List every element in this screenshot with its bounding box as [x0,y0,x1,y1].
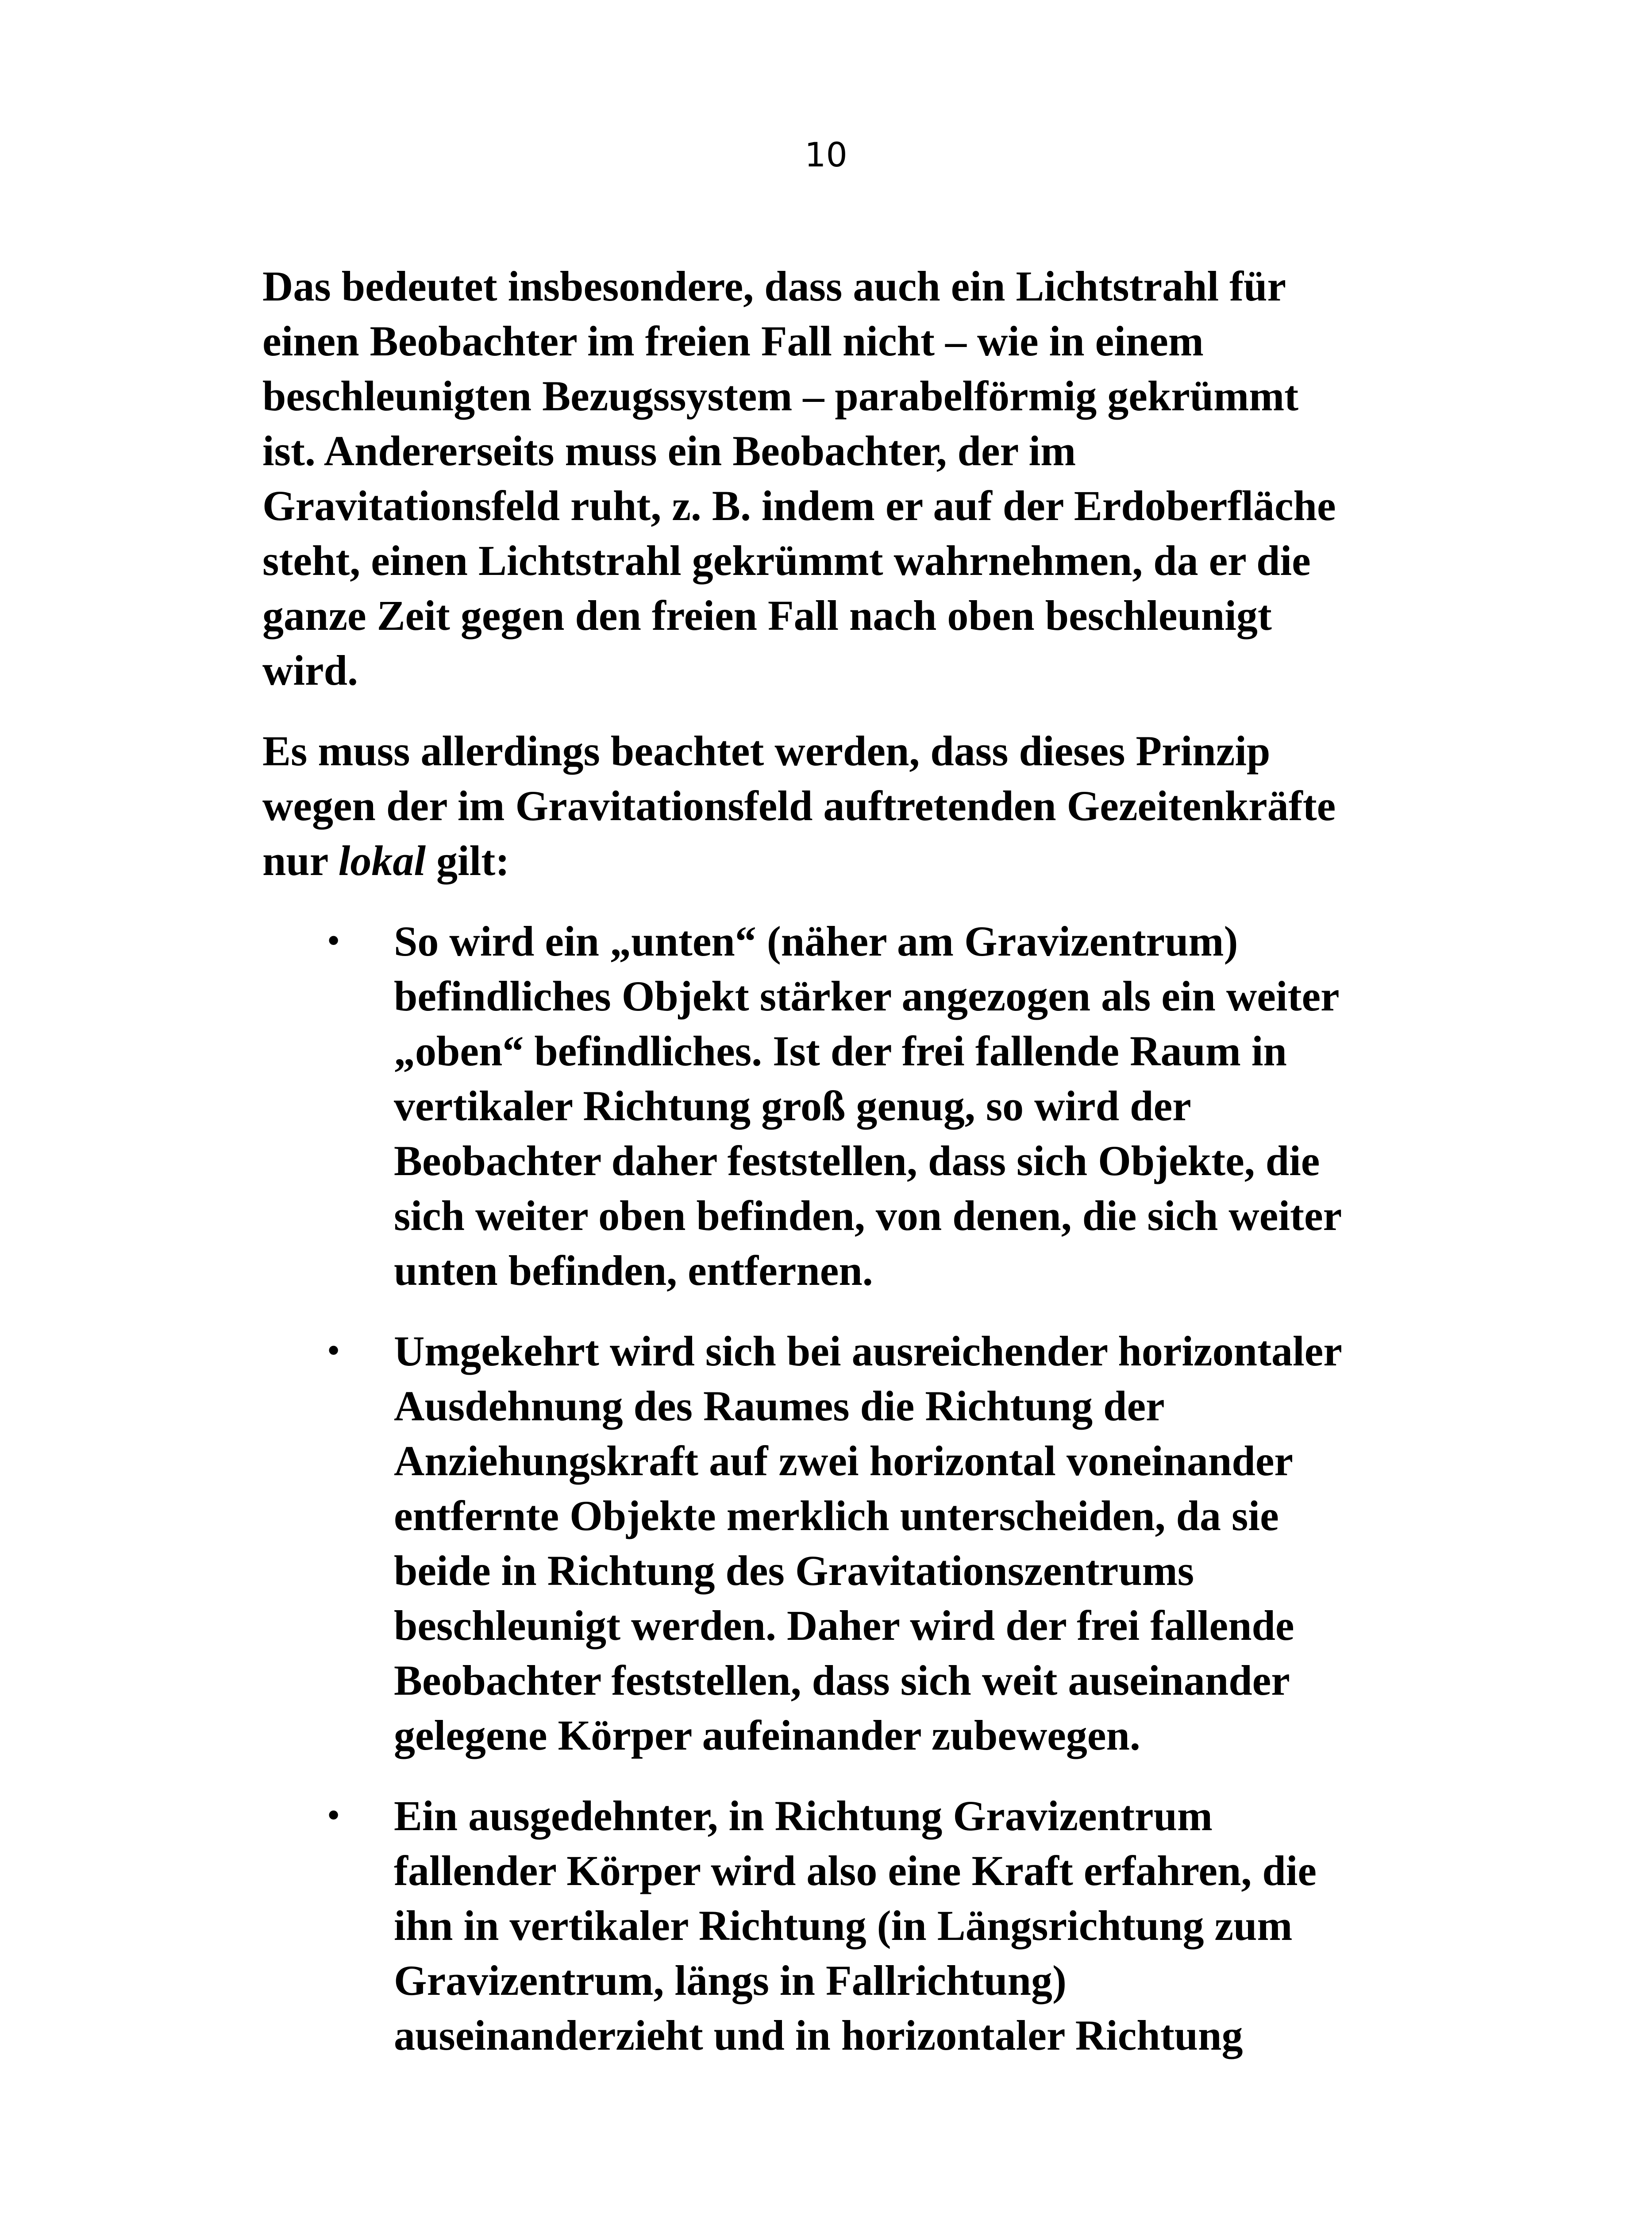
text-line: Ausdehnung des Raumes die Richtung der [394,1382,1165,1430]
text-line: fallender Körper wird also eine Kraft erfahren, die [394,1847,1317,1894]
text-line: ganze Zeit gegen den freien Fall nach oben beschleunigt [262,592,1272,639]
tidal-effects-list [262,914,1395,2063]
text-line: beschleunigt werden. Daher wird der frei fallende [394,1602,1294,1649]
emphasis-lokal: lokal [338,837,426,884]
page-number: 10 [805,135,847,174]
text-line: befindliches Objekt stärker angezogen als ein weiter [394,972,1340,1020]
text-line: Beobachter feststellen, dass sich weit auseinander [394,1657,1290,1704]
text-line: Das bedeutet insbesondere, dass auch ein Lichtstrahl für [262,262,1286,310]
list-item [262,1324,1395,1763]
text-line: einen Beobachter im freien Fall nicht – wie in einem [262,317,1204,365]
text-line: ihn in vertikaler Richtung (in Längsrichtung zum [394,1902,1293,1949]
text-line: gelegene Körper aufeinander zubewegen. [394,1712,1140,1759]
text-run: gilt: [426,837,510,884]
text-line: Gravitationsfeld ruht, z. B. indem er auf der Erdoberfläche [262,482,1336,529]
paragraph-free-fall-light [262,259,1395,698]
bullet-icon: • [324,923,343,960]
text-line: Gravizentrum, längs in Fallrichtung) [394,1957,1067,2004]
text-line: Es muss allerdings beachtet werden, dass dieses Prinzip [262,727,1271,775]
text-line: Umgekehrt wird sich bei ausreichender horizontaler [394,1327,1342,1375]
text-line: entfernte Objekte merklich unterscheiden, da sie [394,1492,1279,1539]
text-line: „oben“ befindliches. Ist der frei fallende Raum in [394,1027,1287,1075]
text-line: wegen der im Gravitationsfeld auftretenden Gezeitenkräfte [262,782,1336,829]
text-line: vertikaler Richtung groß genug, so wird der [394,1082,1191,1130]
paragraph-local-principle [262,724,1395,888]
text-line: Beobachter daher feststellen, dass sich Objekte, die [394,1137,1320,1184]
text-line: Anziehungskraft auf zwei horizontal voneinander [394,1437,1294,1484]
text-line: auseinanderzieht und in horizontaler Richtung [394,2012,1243,2059]
text-line: beide in Richtung des Gravitationszentrums [394,1547,1194,1594]
text-line: steht, einen Lichtstrahl gekrümmt wahrnehmen, da er die [262,537,1311,584]
text-line: beschleunigten Bezugssystem – parabelförmig gekrümmt [262,372,1299,420]
text-line: ist. Andererseits muss ein Beobachter, der im [262,427,1076,474]
text-line: sich weiter oben befinden, von denen, die sich weiter [394,1192,1342,1239]
page-body [262,259,1395,2089]
text-line: unten befinden, entfernen. [394,1247,873,1294]
list-item [262,1789,1395,2063]
text-line: Ein ausgedehnter, in Richtung Gravizentrum [394,1792,1213,1839]
text-line: wird. [262,647,358,694]
text-run: nur [262,837,339,884]
list-item [262,914,1395,1298]
text-line: So wird ein „unten“ (näher am Gravizentrum) [394,918,1238,965]
bullet-icon: • [324,1798,343,1834]
text-line [262,833,1395,888]
bullet-icon: • [324,1333,343,1369]
